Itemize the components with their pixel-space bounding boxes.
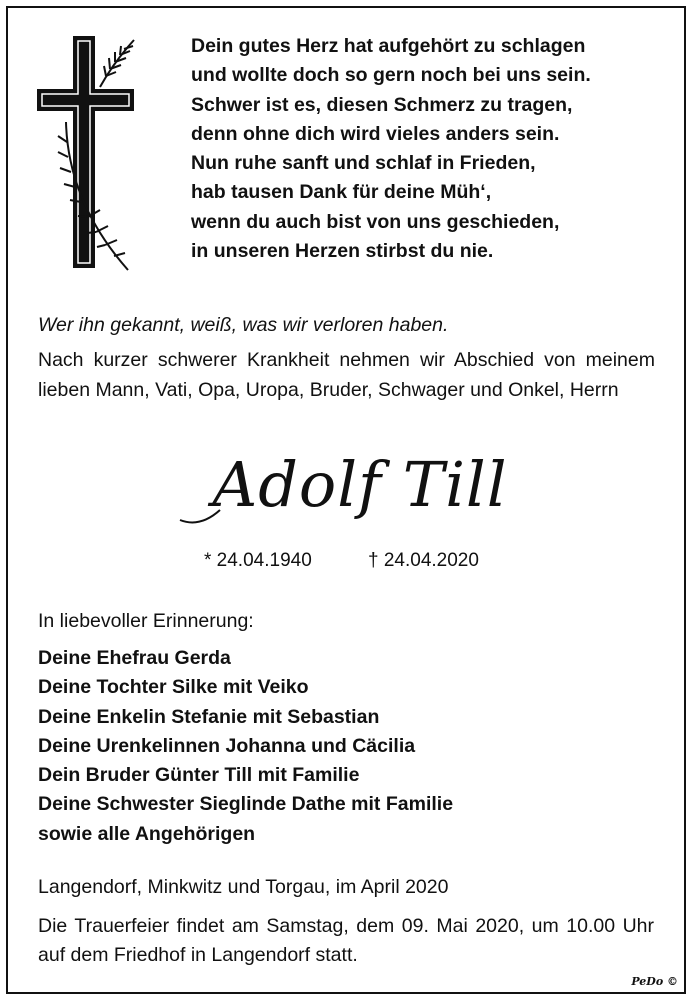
poem-line: Dein gutes Herz hat aufgehört zu schlagen xyxy=(191,35,586,57)
mourner: Deine Urenkelinnen Johanna und Cäcilia xyxy=(38,734,416,757)
poem-line: Nun ruhe sanft und schlaf in Frieden, xyxy=(191,152,536,175)
poem-line: wenn du auch bist von uns geschieden, xyxy=(191,210,560,233)
mourners-list xyxy=(38,644,658,849)
poem xyxy=(191,32,661,266)
announcement: Nach kurzer schwerer Krankheit nehmen wir Abschied von meinem lieben Mann, Vati, Opa, Uropa, Bruder, Schwager und Onkel, Herrn xyxy=(38,349,655,401)
place-date: Langendorf, Minkwitz und Torgau, im April 2020 xyxy=(38,876,449,898)
cross-with-palm-branch-icon xyxy=(36,32,136,277)
poem-line: und wollte doch so gern noch bei uns sein. xyxy=(191,64,591,87)
svg-text:Adolf Till: Adolf Till xyxy=(212,448,508,521)
poem-line: hab tausen Dank für deine Müh‘, xyxy=(191,181,492,204)
designer-signature: PeDo © xyxy=(631,975,678,988)
mourner: Deine Ehefrau Gerda xyxy=(38,647,231,669)
death-date: † 24.04.2020 xyxy=(368,550,479,571)
mourner: sowie alle Angehörigen xyxy=(38,822,256,845)
poem-line: Schwer ist es, diesen Schmerz zu tragen, xyxy=(191,93,573,116)
deceased-name xyxy=(160,440,560,540)
poem-line: in unseren Herzen stirbst du nie. xyxy=(191,240,494,263)
mourner: Deine Enkelin Stefanie mit Sebastian xyxy=(38,705,380,728)
funeral-service-info: Die Trauerfeier findet am Samstag, dem 09. Mai 2020, um 10.00 Uhr auf dem Friedhof in Langendorf statt. xyxy=(38,915,654,966)
remembrance-intro: In liebevoller Erinnerung: xyxy=(38,610,254,632)
mourner: Dein Bruder Günter Till mit Familie xyxy=(38,764,360,787)
mourner: Deine Schwester Sieglinde Dathe mit Familie xyxy=(38,793,454,816)
poem-line: denn ohne dich wird vieles anders sein. xyxy=(191,122,560,145)
birth-date: * 24.04.1940 xyxy=(204,550,312,571)
quote: Wer ihn gekannt, weiß, was wir verloren haben. xyxy=(38,314,449,336)
mourner: Deine Tochter Silke mit Veiko xyxy=(38,676,309,699)
